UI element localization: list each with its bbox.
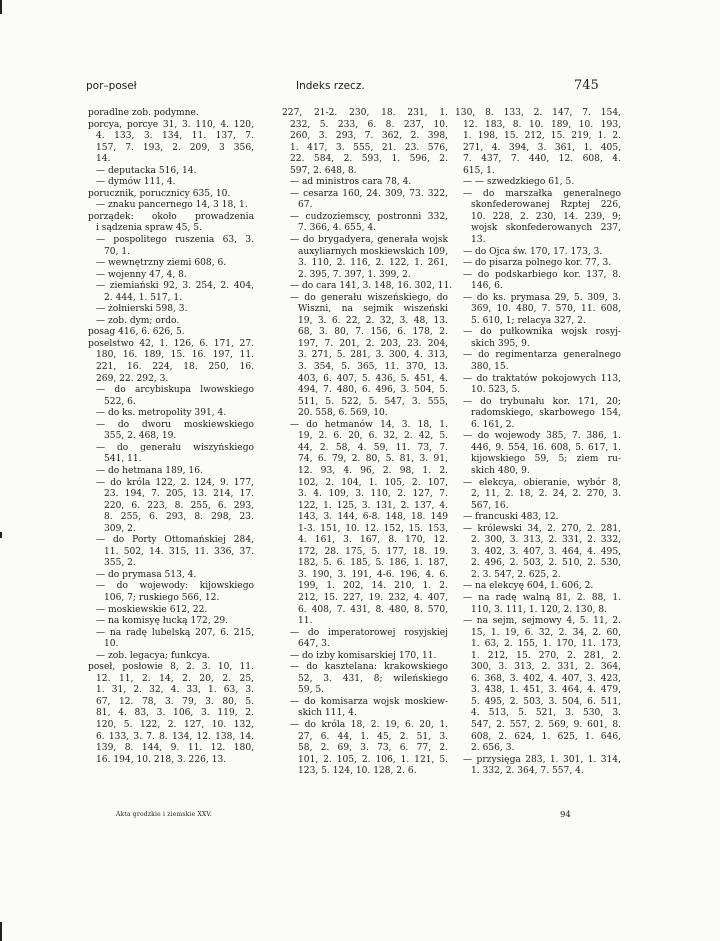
- index-line: poradlne zob. podymne.: [88, 108, 199, 118]
- index-line: wojsk skonfederowanych 237,: [471, 223, 621, 234]
- index-line: 7. 437, 7. 440, 12. 608, 4.: [463, 154, 621, 165]
- index-line: 16. 194, 10. 218, 3. 226, 13.: [96, 754, 227, 765]
- index-line: 541, 11.: [104, 454, 142, 465]
- index-line: — do Ojca św. 170, 17. 173, 3.: [463, 246, 603, 257]
- index-line: 403, 6. 407, 5. 436, 5. 451, 4.: [298, 373, 448, 384]
- index-line: — do prymasa 513, 4.: [96, 569, 197, 580]
- index-entry: [88, 189, 254, 201]
- index-line: — przysięga 283, 1. 301, 1. 314,: [463, 754, 621, 765]
- index-line: 5. 610, 1; relacya 327, 2.: [471, 315, 586, 326]
- index-line: 597, 2. 648, 8.: [290, 165, 357, 176]
- index-subentry: [88, 443, 254, 466]
- index-subentry: [455, 270, 621, 293]
- signature-mark: 94: [560, 810, 571, 820]
- index-line: 6. 133, 3. 7. 8. 134, 12. 138, 14.: [96, 731, 254, 742]
- index-line: 19, 3. 6. 22, 2. 32, 3. 48, 13.: [298, 315, 448, 326]
- index-subentry: [88, 316, 254, 328]
- index-subentry: [282, 177, 448, 189]
- scan-edge-mark: [0, 532, 2, 538]
- index-line: 615, 1.: [463, 165, 495, 176]
- index-line: 13.: [471, 235, 486, 246]
- index-line: — elekcya, obieranie, wybór 8,: [463, 477, 621, 488]
- index-line: 68, 3. 80, 7. 156, 6. 178, 2.: [298, 327, 448, 338]
- index-subentry: [282, 697, 448, 720]
- index-line: 220, 6. 223, 8. 255, 6. 293,: [104, 500, 254, 511]
- index-subentry: [282, 189, 448, 212]
- index-line: 567, 16.: [471, 500, 509, 511]
- index-subentry: [455, 397, 621, 432]
- index-line: 2. 444, 1. 517, 1.: [104, 292, 183, 303]
- index-subentry: [455, 581, 621, 593]
- index-subentry: [455, 524, 621, 582]
- index-line: 4. 161, 3. 167, 8. 170, 12.: [298, 535, 448, 546]
- index-subentry: [88, 304, 254, 316]
- index-line: 70, 1.: [104, 246, 131, 257]
- index-subentry: [88, 420, 254, 443]
- index-subentry: [88, 478, 254, 536]
- index-line: 182, 5. 6. 185, 5. 186, 1. 187,: [298, 558, 448, 569]
- index-line: 547, 2. 557, 2. 569, 9. 601, 8.: [471, 719, 621, 730]
- index-line: 3. 4. 109, 3. 110, 2. 127, 7.: [298, 489, 448, 500]
- index-line: 3. 354, 5. 365, 11. 370, 13.: [298, 362, 448, 373]
- index-line: — do hetmana 189, 16.: [96, 465, 203, 476]
- index-line: — na sejm, sejmowy 4, 5. 11, 2.: [463, 616, 621, 627]
- index-line: posag 416, 6. 626, 5.: [88, 327, 185, 338]
- index-line: — do podskarbiego kor. 137, 8.: [463, 269, 621, 280]
- index-line: porcya, porcye 31, 3. 110, 4. 120,: [88, 119, 254, 130]
- index-entry: [88, 120, 254, 166]
- index-line: 260, 3. 293, 7. 362, 2. 398,: [290, 131, 448, 142]
- index-line: 110, 3. 111, 1. 120, 2. 130, 8.: [471, 604, 607, 615]
- index-line: — wewnętrzny ziemi 608, 6.: [96, 258, 227, 269]
- index-line: — do arcybiskupa lwowskiego: [96, 385, 254, 396]
- index-line: 1. 212, 15. 270, 2. 281, 2.: [471, 650, 621, 661]
- index-subentry: [282, 293, 448, 420]
- index-line: — deputacka 516, 14.: [96, 165, 197, 176]
- index-line: — do pułkownika wojsk rosyj-: [463, 327, 621, 338]
- index-line: — do hetmanów 14, 3. 18, 1.: [290, 419, 448, 430]
- page-number: 745: [574, 78, 599, 93]
- index-line: skonfederowanej Rzptej 226,: [471, 200, 621, 211]
- index-entry: [88, 327, 254, 339]
- index-subentry: [455, 258, 621, 270]
- index-line: 180, 16. 189, 15. 16. 197, 11.: [96, 350, 254, 361]
- index-line: 12. 183, 8. 10. 189, 10. 193,: [463, 119, 621, 130]
- index-line: 309, 2.: [104, 523, 136, 534]
- index-line: — do izby komisarskiej 170, 11.: [290, 650, 437, 661]
- index-line: 59, 5.: [298, 685, 325, 696]
- index-subentry: [88, 616, 254, 628]
- index-subentry: [455, 189, 621, 247]
- index-subentry: [88, 177, 254, 189]
- index-line: 10. 523, 5.: [471, 385, 521, 396]
- index-line: 6. 408, 7. 431, 8. 480, 8. 570,: [298, 604, 448, 615]
- index-line: — na elekcyę 604, 1. 606, 2.: [463, 581, 594, 592]
- index-line: 271, 4. 394, 3. 361, 1. 405,: [463, 142, 621, 153]
- index-line: 221, 16. 224, 18. 250, 16.: [96, 362, 254, 373]
- index-line: 130, 8. 133, 2. 147, 7. 154,: [455, 108, 621, 118]
- index-line: 20. 558, 6. 569, 10.: [298, 408, 388, 419]
- index-line: 10.: [104, 639, 119, 650]
- index-subentry: [455, 293, 621, 328]
- index-line: — do pisarza polnego kor. 77, 3.: [463, 258, 612, 269]
- index-line: — francuski 483, 12.: [463, 512, 559, 523]
- index-line: 12. 93, 4. 96, 2. 98, 1. 2.: [298, 465, 448, 476]
- index-line: — do wojewody 385, 7. 386, 1.: [463, 431, 621, 442]
- index-subentry: [455, 350, 621, 373]
- index-line: 1. 63, 2. 155, 1. 170, 11. 173,: [471, 639, 621, 650]
- index-line: poselstwo 42, 1. 126, 6. 171, 27.: [88, 338, 254, 349]
- scan-edge-mark: [0, 0, 2, 14]
- index-entry: [88, 212, 254, 235]
- index-line: 22. 584, 2. 593, 1. 596, 2.: [290, 154, 448, 165]
- index-line: — ad ministros cara 78, 4.: [290, 177, 412, 188]
- index-subentry: [455, 431, 621, 477]
- index-line: — do Porty Ottomańskiej 284,: [96, 535, 254, 546]
- index-line: 14.: [96, 154, 111, 165]
- index-subentry: [88, 166, 254, 178]
- index-line: — znaku pancernego 14, 3 18, 1.: [96, 200, 248, 211]
- index-line: 146, 6.: [471, 281, 503, 292]
- index-line: 4. 133, 3. 134, 11. 137, 7.: [96, 131, 254, 142]
- index-line: — do imperatorowej rosyjskiej: [290, 627, 448, 638]
- index-subentry: [282, 235, 448, 281]
- index-subentry: [455, 374, 621, 397]
- index-line: 446, 9. 554, 16. 608, 5. 617, 1.: [471, 442, 621, 453]
- index-subentry: [88, 200, 254, 212]
- index-line: — na radę walną 81, 2. 88, 1.: [463, 592, 621, 603]
- index-line: 300, 3. 313, 2. 331, 2. 364,: [471, 662, 621, 673]
- index-line: 19, 2. 6. 20, 6. 32, 2. 42, 5.: [298, 431, 448, 442]
- index-line: — do marszałka generalnego: [463, 188, 621, 199]
- scan-edge-mark: [0, 922, 2, 941]
- index-line: 3. 190, 3. 191, 4-6. 196, 4. 6.: [298, 569, 448, 580]
- index-entry: [88, 339, 254, 385]
- index-line: 27, 6. 44, 1. 45, 2. 51, 3.: [298, 731, 448, 742]
- index-subentry: [282, 212, 448, 235]
- index-line: 139, 8. 144, 9. 11. 12. 180,: [96, 743, 254, 754]
- index-line: — zob. legacya; funkcya.: [96, 650, 211, 661]
- index-line: — do wojewody: kijowskiego: [96, 581, 254, 592]
- index-line: 269, 22. 292, 3.: [96, 373, 169, 384]
- index-subentry: [455, 512, 621, 524]
- index-line: 172, 28. 175, 5. 177, 18. 19.: [298, 546, 448, 557]
- index-line: 227, 21-2. 230, 18. 231, 1.: [282, 108, 448, 118]
- index-line: 23. 194, 7. 205, 13. 214, 17.: [104, 489, 254, 500]
- index-line: — na radę lubelską 207, 6. 215,: [96, 627, 254, 638]
- index-line: 1. 332, 2. 364, 7. 557, 4.: [471, 766, 584, 777]
- index-line: 8. 255, 6. 293, 8. 298, 23.: [104, 512, 254, 523]
- index-column-2: [282, 108, 453, 778]
- index-line: 120, 5. 122, 2. 127, 10. 132,: [96, 719, 254, 730]
- index-line: — cudzoziemscy, postronni 332,: [290, 211, 448, 222]
- index-line: radomskiego, skarbowego 154,: [471, 408, 621, 419]
- index-line: 355, 2. 468, 19.: [104, 431, 177, 442]
- index-line: — do brygadyera, generała wojsk: [290, 235, 448, 246]
- index-line: 52, 3. 431, 8; wileńskiego: [298, 673, 448, 684]
- index-line: 494, 7. 480, 6. 496, 3. 504, 5.: [298, 385, 448, 396]
- index-subentry: [88, 628, 254, 651]
- index-line: 380, 15.: [471, 362, 509, 373]
- index-subentry: [455, 616, 621, 755]
- index-line: 232, 5. 233, 6. 8. 237, 10.: [290, 119, 448, 130]
- index-line: 122, 1. 125, 3. 131, 2. 137, 4.: [298, 500, 448, 511]
- index-line: 11. 502, 14. 315, 11. 336, 37.: [104, 546, 254, 557]
- index-subentry: [282, 281, 453, 293]
- index-line: — do traktatów pokojowych 113,: [463, 373, 621, 384]
- index-line: 74, 6. 79, 2. 80, 5. 81, 3. 91,: [298, 454, 448, 465]
- index-subentry: [88, 581, 254, 604]
- index-line: — do kasztelana: krakowskiego: [290, 662, 448, 673]
- index-entry: [282, 108, 448, 177]
- index-line: 123, 5. 124, 10. 128, 2. 6.: [298, 766, 417, 777]
- index-subentry: [455, 247, 621, 259]
- index-subentry: [88, 235, 254, 258]
- index-line: 143, 3. 144, 6-8. 148, 18. 149: [298, 512, 448, 523]
- index-entry: [88, 108, 254, 120]
- index-line: 1. 31, 2. 32, 4. 33, 1. 63, 3.: [96, 685, 254, 696]
- index-line: 157, 7. 193, 2. 209, 3 356,: [96, 142, 254, 153]
- index-line: — — szwedzkiego 61, 5.: [463, 177, 575, 188]
- index-subentry: [282, 628, 448, 651]
- index-line: 197, 7. 201, 2. 203, 23. 204,: [298, 338, 448, 349]
- index-line: — cesarza 160, 24. 309, 73. 322,: [290, 188, 448, 199]
- index-line: — do generału wiszeńskiego, do: [290, 292, 448, 303]
- index-line: — do generału wiszyńskiego: [96, 442, 254, 453]
- index-line: 106, 7; ruskiego 566, 12.: [104, 592, 220, 603]
- index-line: auxyliarnych moskiewskich 109,: [298, 246, 448, 257]
- index-line: 6. 368, 3. 402, 4. 407, 3. 423,: [471, 673, 621, 684]
- index-line: 58, 2. 69, 3. 73, 6. 77, 2.: [298, 743, 448, 754]
- index-line: — zob. dym; ordo.: [96, 315, 180, 326]
- index-entry: [88, 662, 254, 766]
- index-line: 3. 438, 1. 451, 3. 464, 4. 479,: [471, 685, 621, 696]
- index-line: 11.: [298, 616, 313, 627]
- index-line: — do cara 141, 3. 148, 16. 302, 11.: [290, 281, 453, 292]
- index-line: 522, 6.: [104, 396, 136, 407]
- index-subentry: [88, 570, 254, 582]
- index-line: — do regimentarza generalnego: [463, 350, 621, 361]
- index-subentry: [455, 177, 621, 189]
- index-subentry: [282, 662, 448, 697]
- index-line: — do ks. metropolity 391, 4.: [96, 408, 227, 419]
- index-line: 511, 5. 522, 5. 547, 3. 555,: [298, 396, 448, 407]
- index-line: 3. 402, 3. 407, 3. 464, 4. 495,: [471, 546, 621, 557]
- index-subentry: [455, 593, 621, 616]
- index-line: 6. 161, 2.: [471, 419, 515, 430]
- index-line: — żołnierski 598, 3.: [96, 304, 188, 315]
- index-line: 1. 198, 15. 212, 15. 219, 1. 2.: [463, 131, 621, 142]
- index-line: 369, 10. 480, 7. 570, 11. 608,: [471, 304, 621, 315]
- index-line: kijowskiego 59, 5; ziem ru-: [471, 454, 621, 465]
- index-line: 101, 2. 105, 2. 106, 1. 121, 5.: [298, 754, 448, 765]
- index-line: 3. 110, 2. 116, 2. 122, 1. 261,: [298, 258, 448, 269]
- index-line: 67.: [298, 200, 313, 211]
- index-line: 10. 228, 2. 230, 14. 239, 9;: [471, 211, 621, 222]
- index-line: — ziemiański 92, 3. 254, 2. 404,: [96, 281, 254, 292]
- index-line: — do komisarza wojsk moskiew-: [290, 696, 448, 707]
- index-line: 608, 2. 624, 1. 625, 1. 646,: [471, 731, 621, 742]
- index-subentry: [282, 651, 448, 663]
- index-line: 67, 12. 78, 3. 79, 3. 80, 5.: [96, 696, 254, 707]
- index-line: — do dworu moskiewskiego: [96, 419, 254, 430]
- index-subentry: [88, 281, 254, 304]
- index-line: 2. 395, 7. 397, 1. 399, 2.: [298, 269, 411, 280]
- index-line: — królewski 34, 2. 270, 2. 281,: [463, 523, 621, 534]
- index-line: 7. 366, 4. 655, 4.: [298, 223, 377, 234]
- index-line: 5. 495, 2. 503, 3. 504, 6. 511,: [471, 696, 621, 707]
- index-line: 647, 3.: [298, 639, 330, 650]
- index-line: 1-3. 151, 10. 12. 152, 15. 153,: [298, 523, 448, 534]
- index-line: — na komisyę łucką 172, 29.: [96, 616, 229, 627]
- index-line: porządek: około prowadzenia: [88, 211, 254, 222]
- index-subentry: [88, 270, 254, 282]
- footer-series-title: Akta grodzkie i ziemskie XXV.: [116, 811, 212, 818]
- index-column-1: [88, 108, 254, 766]
- index-line: 15, 1. 19, 6. 32, 2. 34, 2. 60,: [471, 627, 621, 638]
- index-line: — moskiewskie 612, 22.: [96, 604, 208, 615]
- index-line: 102, 2. 104, 1. 105, 2. 107,: [298, 477, 448, 488]
- index-column-3: [455, 108, 621, 778]
- index-subentry: [455, 478, 621, 513]
- index-line: — do ks. prymasa 29, 5. 309, 3.: [463, 292, 621, 303]
- index-line: — pospolitego ruszenia 63, 3.: [96, 235, 254, 246]
- index-line: 2. 496, 2. 503, 2. 510, 2. 530,: [471, 558, 621, 569]
- index-subentry: [282, 420, 448, 628]
- index-entry: [455, 108, 621, 177]
- index-line: — do króla 18, 2. 19, 6. 20, 1.: [290, 719, 448, 730]
- index-line: 3. 271, 5. 281, 3. 300, 4. 313,: [298, 350, 448, 361]
- index-subentry: [88, 466, 254, 478]
- index-line: — do trybunału kor. 171, 20;: [463, 396, 621, 407]
- index-subentry: [455, 327, 621, 350]
- index-line: Wiszni, na sejmik wiszeński: [298, 304, 448, 315]
- index-line: — wojenny 47, 4, 8.: [96, 269, 187, 280]
- index-line: skich 395, 9.: [471, 338, 530, 349]
- index-subentry: [88, 408, 254, 420]
- index-line: 2. 656, 3.: [471, 743, 515, 754]
- index-line: — do króla 122, 2. 124, 9. 177,: [96, 477, 254, 488]
- index-line: 2, 11, 2. 18, 2. 24, 2. 270, 3.: [471, 489, 621, 500]
- index-line: 81, 4. 83, 3. 106, 3. 119, 2.: [96, 708, 254, 719]
- index-subentry: [88, 258, 254, 270]
- index-line: i sądzenia spraw 45, 5.: [96, 223, 202, 234]
- running-head-range: por–poseł: [86, 80, 137, 92]
- index-line: 212, 15. 227, 19. 232, 4. 407,: [298, 592, 448, 603]
- index-line: skich 480, 9.: [471, 465, 530, 476]
- index-line: 12. 11, 2. 14, 2. 20, 2. 25,: [96, 673, 254, 684]
- index-subentry: [282, 720, 448, 778]
- index-subentry: [88, 651, 254, 663]
- index-line: poseł, posłowie 8, 2. 3. 10, 11.: [88, 662, 254, 673]
- index-line: porucznik, porucznicy 635, 10.: [88, 188, 231, 199]
- index-line: 355, 2.: [104, 558, 136, 569]
- index-line: 1. 417, 3. 555, 21. 23. 576,: [290, 142, 448, 153]
- index-subentry: [455, 755, 621, 778]
- index-line: — dymów 111, 4.: [96, 177, 176, 188]
- index-line: 199, 1. 202, 14. 210, 1. 2.: [298, 581, 448, 592]
- index-subentry: [88, 605, 254, 617]
- index-line: 4. 513, 5. 521, 3. 530, 3.: [471, 708, 621, 719]
- index-subentry: [88, 535, 254, 570]
- index-line: 2. 3. 547, 2. 625, 2.: [471, 569, 561, 580]
- index-subentry: [88, 385, 254, 408]
- running-head-title: Indeks rzecz.: [296, 80, 365, 92]
- index-line: skich 111, 4.: [298, 708, 357, 719]
- index-line: 2. 300, 3. 313, 2. 331, 2. 332,: [471, 535, 621, 546]
- index-line: 44, 2. 58, 4. 59, 11. 73, 7.: [298, 442, 448, 453]
